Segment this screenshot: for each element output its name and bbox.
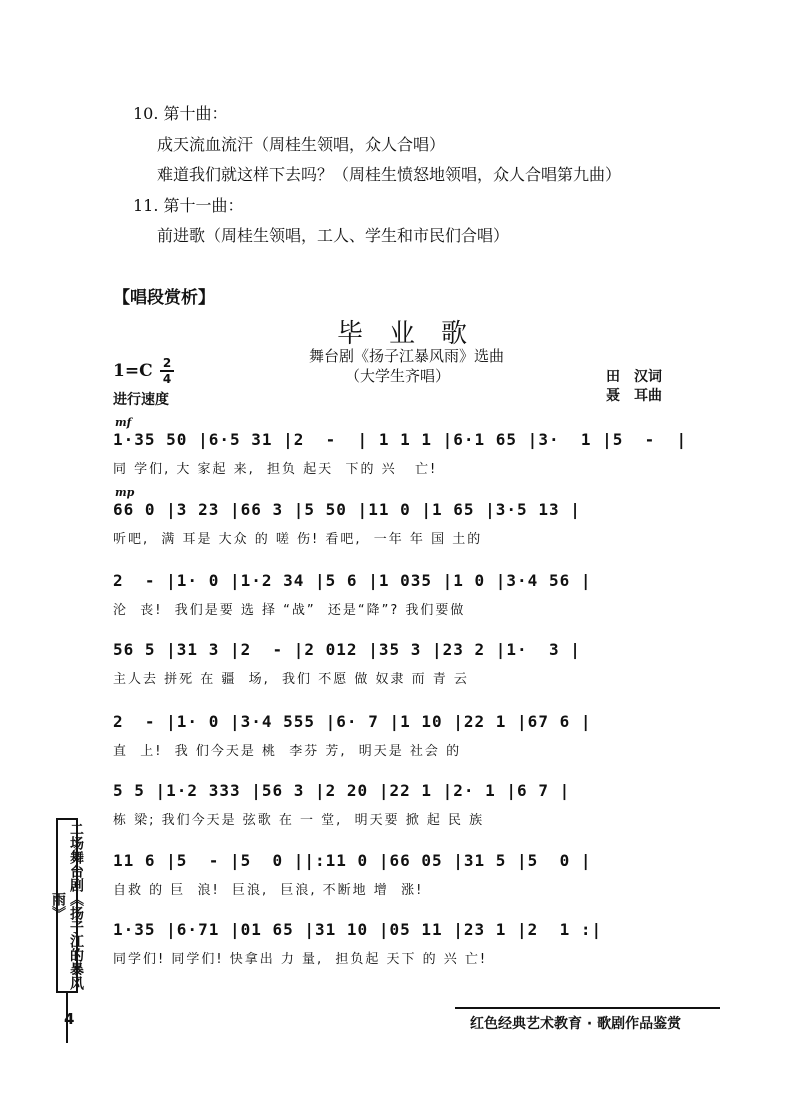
section-heading: 【唱段赏析】 — [113, 288, 215, 308]
score-lyrics-row: 栋 梁; 我们今天是 弦歌 在 一 堂, 明天要 掀 起 民 族 — [113, 813, 485, 828]
score-notes-row: 56 5 |31 3 |2 - |2 012 |35 3 |23 2 |1· 3 | — [113, 640, 581, 659]
score-lyrics-row: 主人去 拼死 在 疆 场, 我们 不愿 做 奴隶 而 青 云 — [113, 672, 469, 687]
song-performers: （大学生齐唱） — [345, 367, 451, 385]
intro-line-2: 成天流血流汗（周桂生领唱，众人合唱） — [157, 135, 446, 154]
time-signature-top: 2 — [162, 356, 172, 370]
score-lyrics-row: 自救 的 巨 浪! 巨浪, 巨浪, 不断地 增 涨! — [113, 883, 424, 898]
score-notes-row: 11 6 |5 - |5 0 ||:11 0 |66 05 |31 5 |5 0 | — [113, 851, 592, 870]
footer-title: 红色经典艺术教育 · 歌剧作品鉴赏 — [470, 1016, 682, 1032]
time-signature — [160, 357, 174, 385]
score-notes-row: 1·35 |6·71 |01 65 |31 10 |05 11 |23 1 |2 1 :| — [113, 920, 603, 939]
score-notes-row: 2 - |1· 0 |3·4 555 |6· 7 |1 10 |22 1 |67 6 | — [113, 712, 592, 731]
intro-line-4: 11. 第十一曲： — [133, 196, 244, 215]
time-signature-bottom: 4 — [162, 372, 172, 386]
dynamic-mark: mp — [115, 486, 135, 499]
score-notes-row: 1·35 50 |6·5 31 |2 - | 1 1 1 |6·1 65 |3· 1 |5 - | — [113, 430, 688, 449]
tempo-marking: 进行速度 — [113, 392, 169, 408]
score-notes-row: 2 - |1· 0 |1·2 34 |5 6 |1 035 |1 0 |3·4 56 | — [113, 571, 592, 590]
composer-credit: 聂 耳曲 — [606, 388, 662, 404]
score-lyrics-row: 同 学们, 大 家起 来, 担负 起天 下的 兴 亡! — [113, 462, 438, 477]
song-subtitle: 舞台剧《扬子江暴风雨》选曲 — [309, 347, 505, 365]
score-lyrics-row: 同学们! 同学们! 快拿出 力 量, 担负起 天下 的 兴 亡! — [113, 952, 488, 967]
score-notes-row: 66 0 |3 23 |66 3 |5 50 |11 0 |1 65 |3·5 13 | — [113, 500, 581, 519]
intro-line-3: 难道我们就这样下去吗？（周桂生愤怒地领唱，众人合唱第九曲） — [157, 165, 622, 184]
intro-line-5: 前进歌（周桂生领唱，工人、学生和市民们合唱） — [157, 226, 510, 245]
song-title: 毕业歌 — [337, 319, 494, 349]
lyricist-credit: 田 汉词 — [606, 369, 662, 385]
key-signature: 1=C — [113, 361, 153, 381]
score-lyrics-row: 沦 丧! 我们是要 选 择 “战” 还是“降”? 我们要做 — [113, 603, 466, 618]
chapter-side-tab: 二场舞台剧《扬子江的暴风雨》 — [56, 818, 78, 993]
footer-rule — [455, 1007, 720, 1009]
score-notes-row: 5 5 |1·2 333 |56 3 |2 20 |22 1 |2· 1 |6 7 | — [113, 781, 571, 800]
page-number: 4 — [64, 1010, 75, 1028]
dynamic-mark: mf — [115, 416, 132, 429]
score-lyrics-row: 直 上! 我 们今天是 桃 李芬 芳, 明天是 社会 的 — [113, 744, 462, 759]
intro-line-1: 10. 第十曲： — [133, 104, 228, 123]
score-lyrics-row: 听吧, 满 耳是 大众 的 嗟 伤! 看吧, 一年 年 国 土的 — [113, 532, 483, 547]
